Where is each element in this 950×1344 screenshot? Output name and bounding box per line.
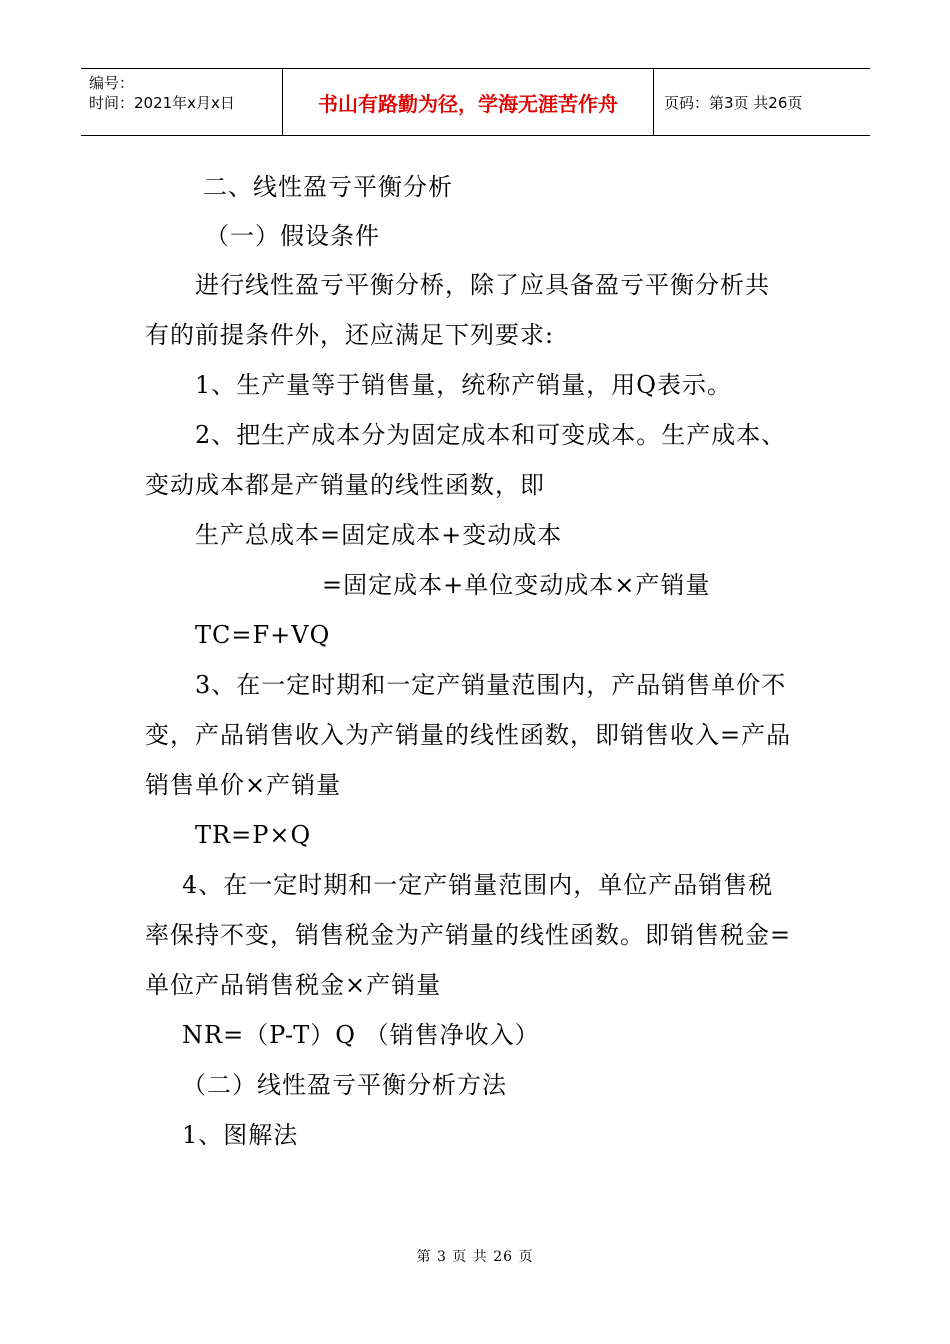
formula-line: NR=（P-T）Q （销售净收入） [182, 1021, 540, 1049]
list-item: 2、把生产成本分为固定成本和可变成本。生产成本、 [195, 421, 787, 449]
header-motto: 书山有路勤为径，学海无涯苦作舟 [283, 69, 654, 135]
section-title: 二、线性盈亏平衡分析 [203, 173, 453, 201]
subsection-title: （一）假设条件 [205, 222, 380, 250]
formula-line: TR=P×Q [195, 821, 312, 849]
page-footer: 第 3 页 共 26 页 [416, 1249, 534, 1265]
formula-line: TC=F+VQ [195, 621, 331, 649]
list-item: 4、在一定时期和一定产销量范围内，单位产品销售税 [182, 871, 774, 899]
header-page-info: 页码：第3页 共26页 [664, 93, 803, 112]
paragraph-line: 有的前提条件外，还应满足下列要求: [145, 321, 555, 349]
list-item: 1、生产量等于销售量，统称产销量，用Q表示。 [195, 371, 732, 399]
list-item: 1、图解法 [182, 1121, 299, 1149]
paragraph-line: 变动成本都是产销量的线性函数，即 [145, 471, 545, 499]
paragraph-line: 变，产品销售收入为产销量的线性函数，即销售收入=产品 [145, 721, 792, 749]
header-meta [81, 69, 283, 135]
subsection-title: （二）线性盈亏平衡分析方法 [182, 1071, 507, 1099]
header-time: 时间：2021年x月x日 [89, 94, 235, 112]
paragraph-line: 单位产品销售税金×产销量 [145, 971, 442, 999]
paragraph-line: 率保持不变，销售税金为产销量的线性函数。即销售税金= [145, 921, 792, 949]
paragraph-line: 进行线性盈亏平衡分桥，除了应具备盈亏平衡分析共 [195, 271, 770, 299]
paragraph-line: 销售单价×产销量 [145, 771, 342, 799]
page-header [81, 68, 870, 136]
header-number: 编号： [89, 74, 135, 92]
formula-line: =固定成本+单位变动成本×产销量 [322, 571, 711, 599]
list-item: 3、在一定时期和一定产销量范围内，产品销售单价不 [195, 671, 787, 699]
formula-line: 生产总成本=固定成本+变动成本 [195, 521, 563, 549]
